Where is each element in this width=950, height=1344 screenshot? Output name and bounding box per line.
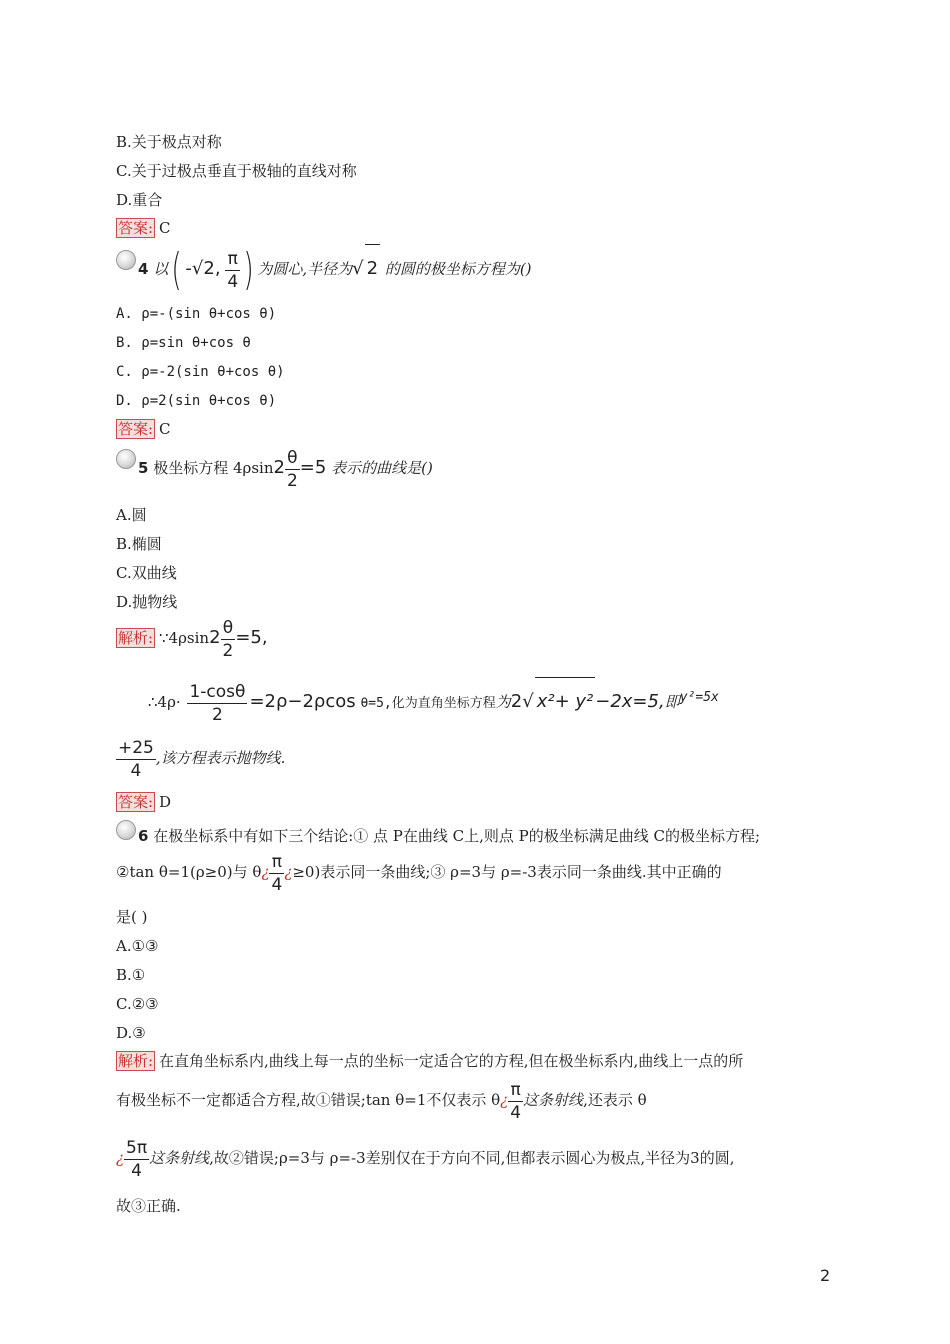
equation-rhs: =5 <box>299 457 327 478</box>
stem-text: 以 <box>153 260 169 278</box>
question-number: 6 <box>138 827 149 845</box>
square-root: x²+ y² <box>535 677 596 726</box>
option-c: C.关于过极点垂直于极轴的直线对称 <box>116 162 357 180</box>
option-d: D.抛物线 <box>116 593 178 611</box>
option-b: B. ρ=sin θ+cos θ <box>116 335 251 351</box>
question-bubble-icon <box>116 820 136 840</box>
solution-line-3: ¿ $\frac{5\pi}{4}$ 这条射线,故②错误;ρ=3与 ρ=-3差别仅在于方向不同,但都表示圆心为极点,半径为3的圆, <box>116 1137 735 1181</box>
answer-value: C <box>159 420 171 438</box>
fraction: $\frac{+25}{4}$ <box>118 737 154 781</box>
stem-text: 表示的曲线是() <box>331 459 433 477</box>
solution-line-3: $\frac{+25}{4}$ ,该方程表示抛物线. <box>118 737 286 781</box>
question-number: 4 <box>138 260 149 278</box>
option-b: B.椭圆 <box>116 535 162 553</box>
option-d: D. ρ=2(sin θ+cos θ) <box>116 393 277 409</box>
solution-line-1: 在直角坐标系内,曲线上每一点的坐标一定适合它的方程,但在极坐标系内,曲线上一点的所 <box>159 1052 744 1070</box>
question-6-line-2: ②tan θ=1(ρ≥0)与 θ¿ $\frac{\pi}{4}$ ¿≥0)表示同一条曲线;③ ρ=3与 ρ=-3表示同一条曲线.其中正确的 <box>116 851 722 895</box>
option-a: A.①③ <box>116 937 159 955</box>
question-number: 5 <box>138 459 149 477</box>
answer-label: 答案: <box>118 219 154 237</box>
fraction: $\frac{5\pi}{4}$ <box>126 1137 148 1181</box>
stem-text: 为圆心,半径为 <box>257 260 353 278</box>
fraction: $\frac{\theta}{2}$ <box>286 447 298 491</box>
stem-text: 极坐标方程 4ρsin <box>153 459 274 477</box>
solution-line-2: ∴4ρ· $\frac{1-\cos\theta}{2}$ =2ρ−2ρcos θ=5,化为直角坐标方程为2√ x²+ y² −2x=5,即y²=5x <box>148 674 719 728</box>
solution-line-4: 故③正确. <box>116 1197 181 1215</box>
radius: 2 <box>365 244 380 293</box>
page-number: 2 <box>820 1266 831 1285</box>
left-paren: ( <box>171 244 182 295</box>
fraction: $\frac{\pi}{4}$ <box>271 851 283 895</box>
option-c: C.②③ <box>116 995 159 1013</box>
question-bubble-icon <box>116 449 136 469</box>
option-a: A.圆 <box>116 506 147 524</box>
point-x: -√2, <box>185 258 221 279</box>
option-d: D.③ <box>116 1024 146 1042</box>
question-bubble-icon <box>116 250 136 270</box>
question-6-line-1: 6 在极坐标系中有如下三个结论:① 点 P在曲线 C上,则点 P的极坐标满足曲线 C的极坐标方程; <box>138 827 761 845</box>
stem-text: 的圆的极坐标方程为() <box>384 260 532 278</box>
option-a: A. ρ=-(sin θ+cos θ) <box>116 306 277 322</box>
solution-label: 解析: <box>118 629 154 647</box>
question-6-line-3: 是( ) <box>116 908 148 926</box>
option-d: D.重合 <box>116 191 163 209</box>
fraction: $\frac{\theta}{2}$ <box>222 617 234 661</box>
answer-value: D <box>159 793 172 811</box>
right-paren: ) <box>243 244 254 295</box>
solution-line-2: 有极坐标不一定都适合方程,故①错误;tan θ=1不仅表示 θ¿ $\frac{\pi}{4}$ 这条射线,还表示 θ <box>116 1079 647 1123</box>
option-c: C.双曲线 <box>116 564 177 582</box>
answer-value: C <box>159 219 171 237</box>
option-b: B.① <box>116 966 146 984</box>
option-b: B.关于极点对称 <box>116 133 222 151</box>
fraction: $\frac{\pi}{4}$ <box>510 1079 522 1123</box>
solution-line-1: ∵4ρsin2 $\frac{\theta}{2}$ =5, <box>159 617 268 661</box>
exponent: 2 <box>273 457 285 478</box>
option-c: C. ρ=-2(sin θ+cos θ) <box>116 364 285 380</box>
answer-label: 答案: <box>118 420 154 438</box>
question-4-stem: 4 以( -√2, $\frac{\pi}{4}$ ) 为圆心,半径为√ 2 的圆的极坐标方程为() <box>138 244 532 295</box>
fraction: $\frac{1-\cos\theta}{2}$ <box>189 681 246 725</box>
question-5-stem <box>138 444 433 492</box>
solution-label: 解析: <box>118 1052 154 1070</box>
fraction: $\frac{\pi}{4}$ <box>227 248 239 292</box>
answer-label: 答案: <box>118 793 154 811</box>
